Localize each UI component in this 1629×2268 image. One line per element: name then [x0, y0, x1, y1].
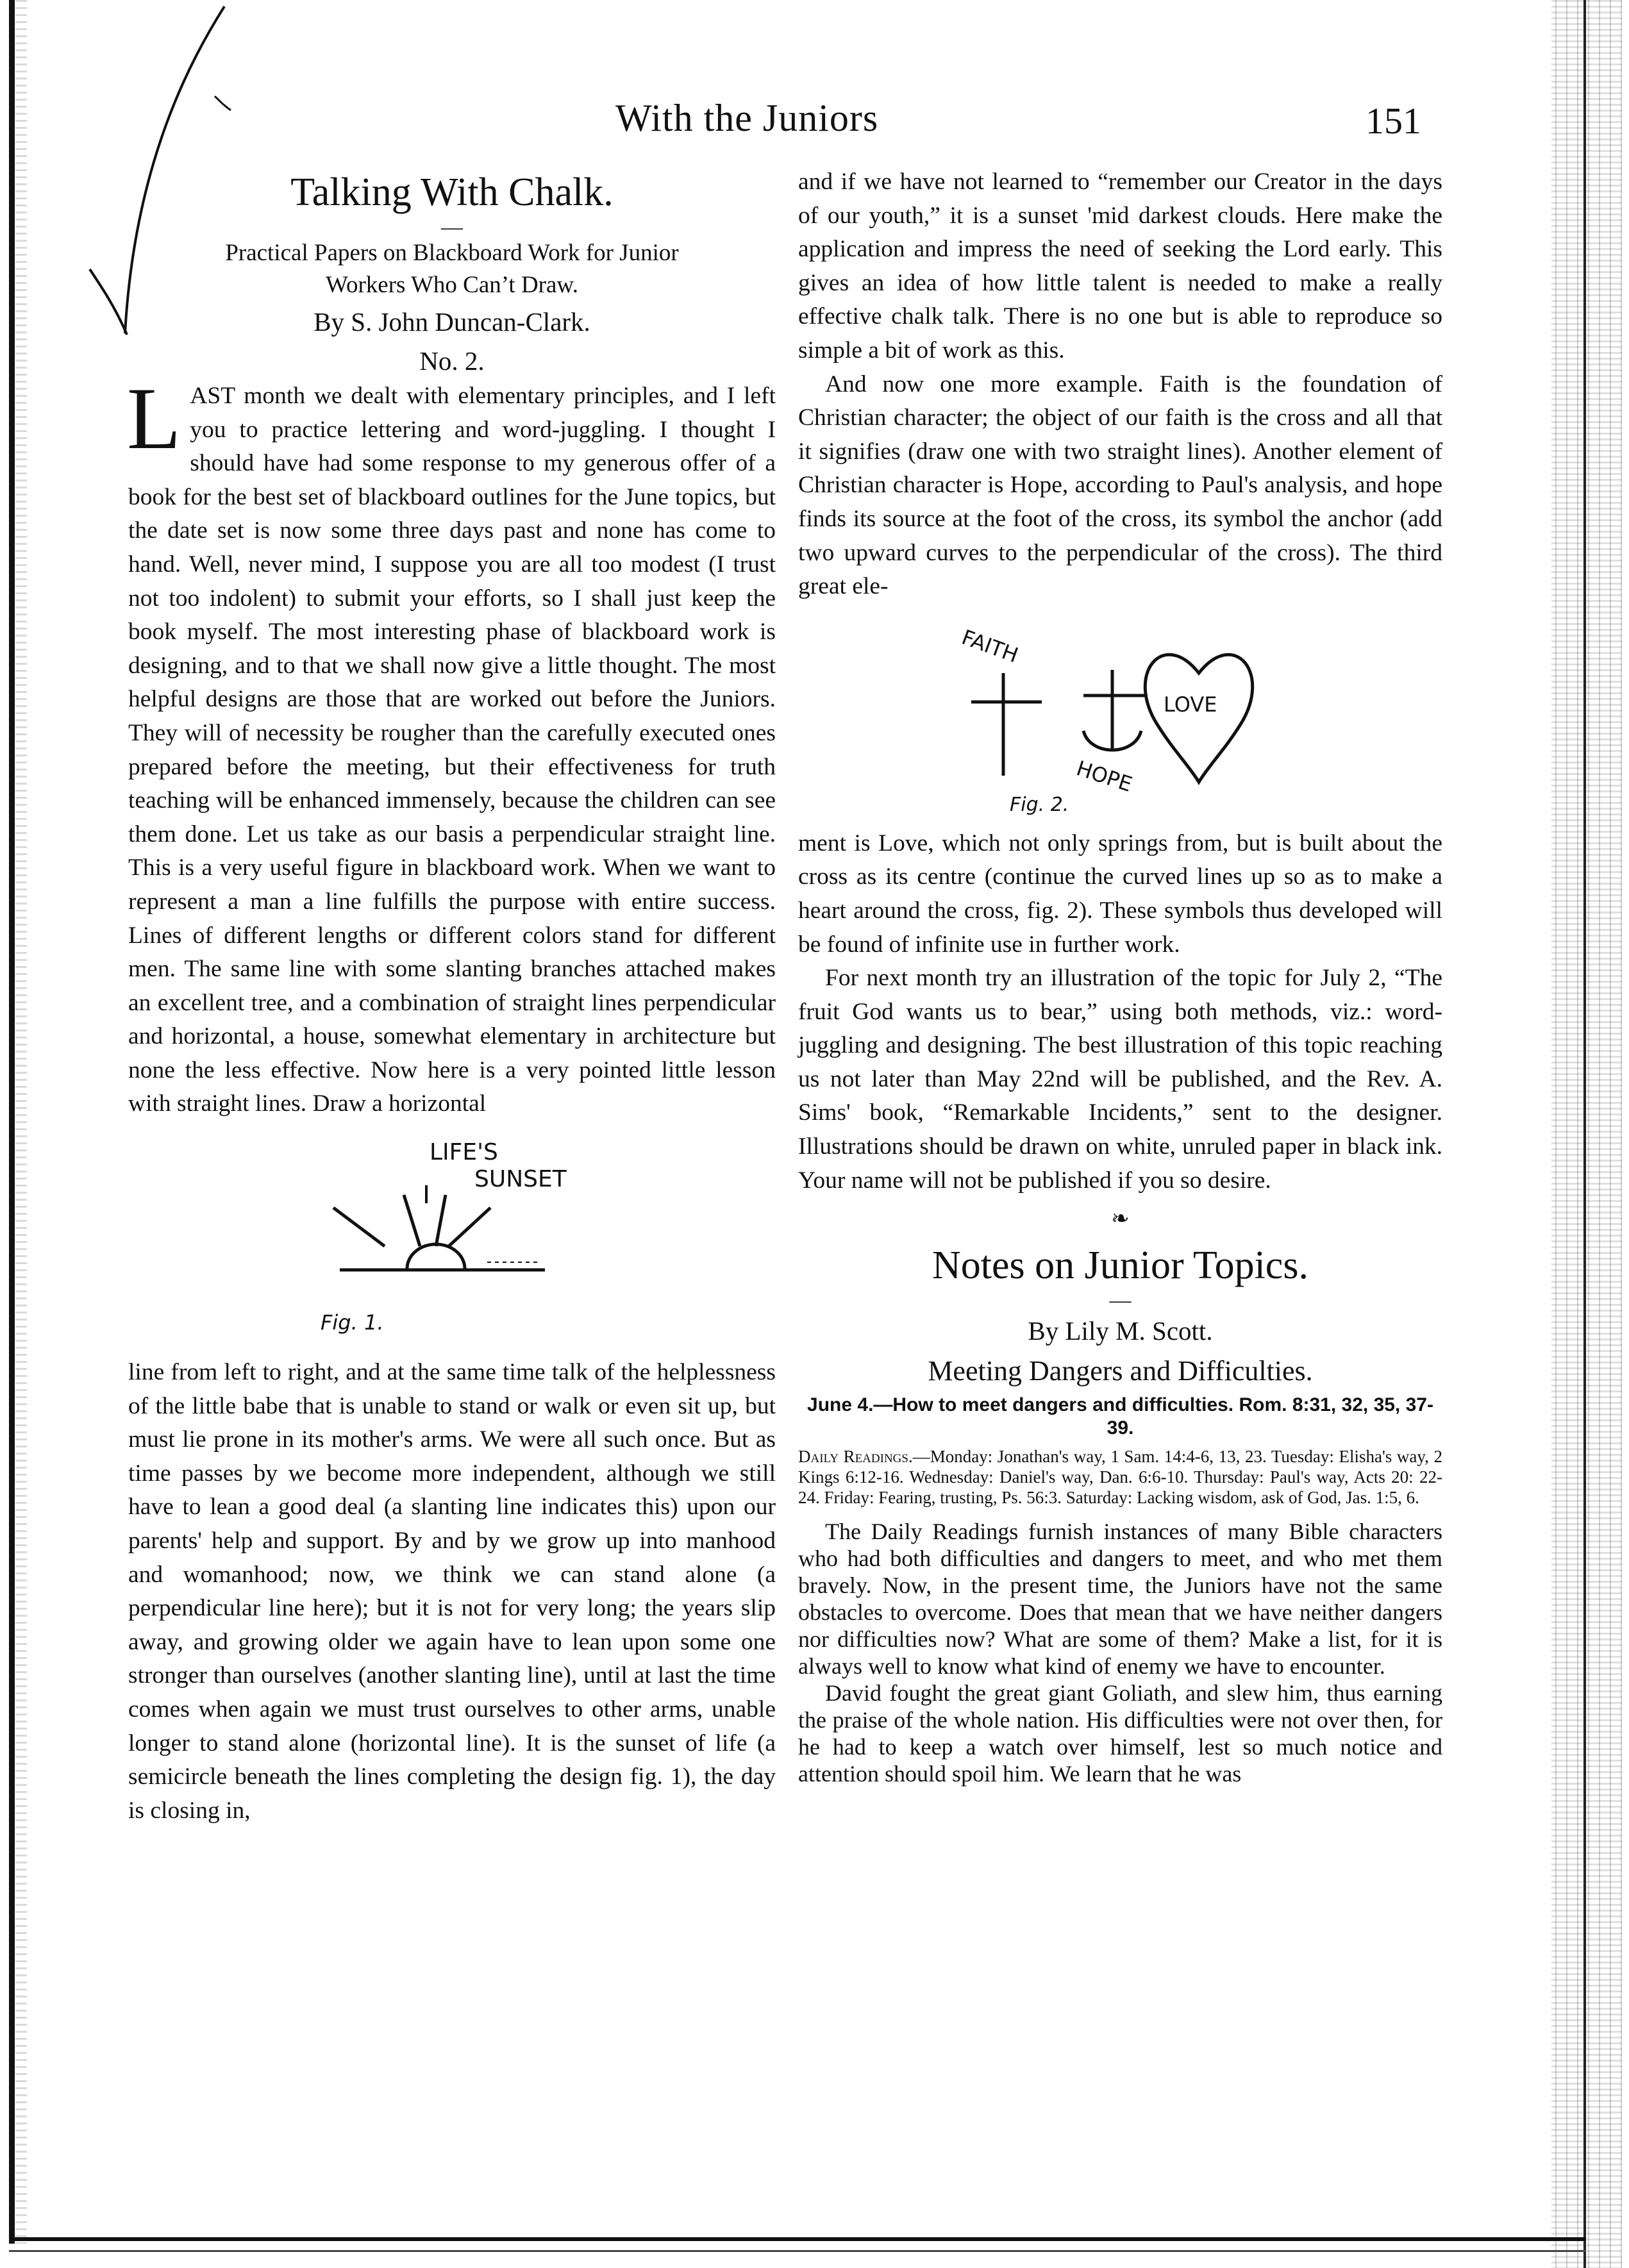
scan-edge-right — [1551, 0, 1622, 2268]
fig1-label-sunset: SUNSET — [474, 1166, 567, 1193]
drop-cap: L — [127, 369, 181, 467]
article-subtitle: Meeting Dangers and Difficulties. — [928, 1355, 1313, 1387]
article-title: Talking With Chalk. — [290, 171, 614, 214]
figure-1 — [128, 1128, 776, 1352]
figure-2 — [798, 615, 1442, 827]
article-number: No. 2. — [419, 346, 485, 376]
page-number: 151 — [1366, 100, 1421, 142]
paragraph: And now one more example. Faith is the foundation of Christian character; the object of our faith is the cross and all that it signifies (draw one with two straight lines). Another element of Christian character is Hope, according to Paul's analysis, and hope finds its source at the foot of the cross, its symbol the anchor (add two upward curves to the perpendicular of the cross). The third great ele- — [798, 371, 1442, 600]
daily-readings-label: Daily Readings. — [798, 1447, 913, 1467]
fig2-label-faith: FAITH — [958, 624, 1022, 668]
title-dash: — — [441, 215, 463, 239]
scan-speckle-left — [15, 0, 27, 2244]
fig1-label-life: LIFE'S — [430, 1139, 498, 1166]
title-dash: — — [1109, 1288, 1132, 1313]
right-column — [798, 165, 1442, 1787]
daily-readings — [798, 1446, 1442, 1508]
life-sunset-drawing — [128, 1128, 776, 1352]
fig2-label-hope: HOPE — [1073, 755, 1135, 797]
section-ornament: ❧ — [1111, 1207, 1130, 1231]
paragraph: For next month try an illustration of the topic for July 2, “The fruit God wants us to bear,” using both methods, viz.: word-juggling and designing. The best illustration of this topic reaching us not later than May 22nd will be published, and the Rev. A. Sims' book, “Remarkable Incidents,” sent to the designer. Illustrations should be drawn on white, unruled paper in black ink. Your name will not be published if you so desire. — [798, 965, 1442, 1194]
fig2-caption: Fig. 2. — [1010, 793, 1069, 816]
article-byline: By S. John Duncan-Clark. — [313, 307, 590, 337]
scan-line-right — [1583, 0, 1586, 2268]
article-subtitle-line2: Workers Who Can’t Draw. — [326, 272, 578, 298]
running-head: With the Juniors — [615, 97, 879, 139]
article-byline: By Lily M. Scott. — [1028, 1316, 1213, 1346]
daily-readings-text: —Monday: Jonathan's way, 1 Sam. 14:4-6, 13, 23. Tuesday: Elisha's way, 2 Kings 6:12-16. Wednesday: Daniel's way, Dan. 6:6-10. Thursday: Paul's way, Acts 20: 22-24. Friday: Fearing, trusting, Ps. 56:3. Saturday: Lacking wisdom, ask of God, Jas. 1:5, 6. — [798, 1447, 1442, 1508]
scan-bottom-rule — [9, 2237, 1586, 2241]
paragraph: AST month we dealt with elementary principles, and I left you to practice lettering and word-juggling. I thought I should have had some response to my generous offer of a book for the best set of blackboard outlines for the June topics, but the date set is now some three days past and none has come to hand. Well, never mind, I suppose you are all too modest (I trust not too indolent) to submit your efforts, so I shall just keep the book myself. The most interesting phase of blackboard work is designing, and to that we shall now give a little thought. The most helpful designs are those that are worked out before the Juniors. They will of necessity be rougher than the carefully executed ones prepared before the meeting, but their effectiveness for truth teaching will be enhanced immensely, because the children can see them done. Let us take as our basis a perpendicular straight line. This is a very useful figure in blackboard work. When we want to represent a man a line fulfills the purpose with entire success. Lines of different lengths or different colors stand for different men. The same line with some slanting branches attached makes an excellent tree, and a combination of straight lines perpendicular and horizontal, a house, somewhat elementary in architecture but none the less effective. Now here is a very pointed little lesson with straight lines. Draw a horizontal — [128, 383, 776, 1117]
left-column — [128, 165, 776, 1828]
faith-hope-love-drawing — [798, 615, 1442, 827]
paragraph: and if we have not learned to “remember our Creator in the days of our youth,” it is a sunset 'mid darkest clouds. Here make the application and impress the need of seeking the Lord early. This gives an idea of how little talent is needed to make a really effective chalk talk. There is no one but is able to reproduce so simple a bit of work as this. — [798, 169, 1442, 363]
scan-bottom-rule-2 — [9, 2250, 1586, 2252]
opening-paragraph — [127, 369, 776, 1121]
paragraph: David fought the great giant Goliath, and slew him, thus earning the praise of the whole nation. His difficulties were not over then, for he had to keep a watch over himself, lest so much notice and attention should spoil him. We learn that he was — [798, 1680, 1442, 1787]
topic-heading: June 4.—How to meet dangers and difficulties. Rom. 8:31, 32, 35, 37-39. — [807, 1394, 1433, 1439]
fig2-label-love: LOVE — [1164, 692, 1217, 717]
paragraph: ment is Love, which not only springs from, but is built about the cross as its centre (continue the curved lines up so as to make a heart around the cross, fig. 2). These symbols thus developed will be found of infinite use in further work. — [798, 830, 1442, 958]
paragraph: The Daily Readings furnish instances of many Bible characters who had both difficulties and dangers to meet, and who met them bravely. Now, in the present time, the Juniors have not the same obstacles to overcome. Does that mean that we have neither dangers nor difficulties now? What are some of them? Make a list, for it is always well to know what kind of enemy we have to encounter. — [798, 1519, 1442, 1680]
article-subtitle-line1: Practical Papers on Blackboard Work for Junior — [225, 240, 679, 266]
paragraph: line from left to right, and at the same time talk of the helplessness of the little babe that is unable to stand or walk or even sit up, but must lie prone in its mother's arms. We were all such once. But as time passes by we become more independent, although we still have to lean a good deal (a slanting line indicates this) upon our parents' help and support. By and by we grow up into manhood and womanhood; now, we think we can stand alone (a perpendicular line here); but it is not for very long; the years slip away, and growing older we again have to lean upon some one stronger than ourselves (another slanting line), until at last the time comes when again we must trust ourselves to other arms, unable longer to stand alone (horizontal line). It is the sunset of life (a semicircle beneath the lines completing the design fig. 1), the day is closing in, — [128, 1359, 776, 1824]
fig1-caption: Fig. 1. — [321, 1310, 384, 1335]
scan-edge-left — [9, 0, 15, 2244]
article-title: Notes on Junior Topics. — [932, 1244, 1308, 1288]
